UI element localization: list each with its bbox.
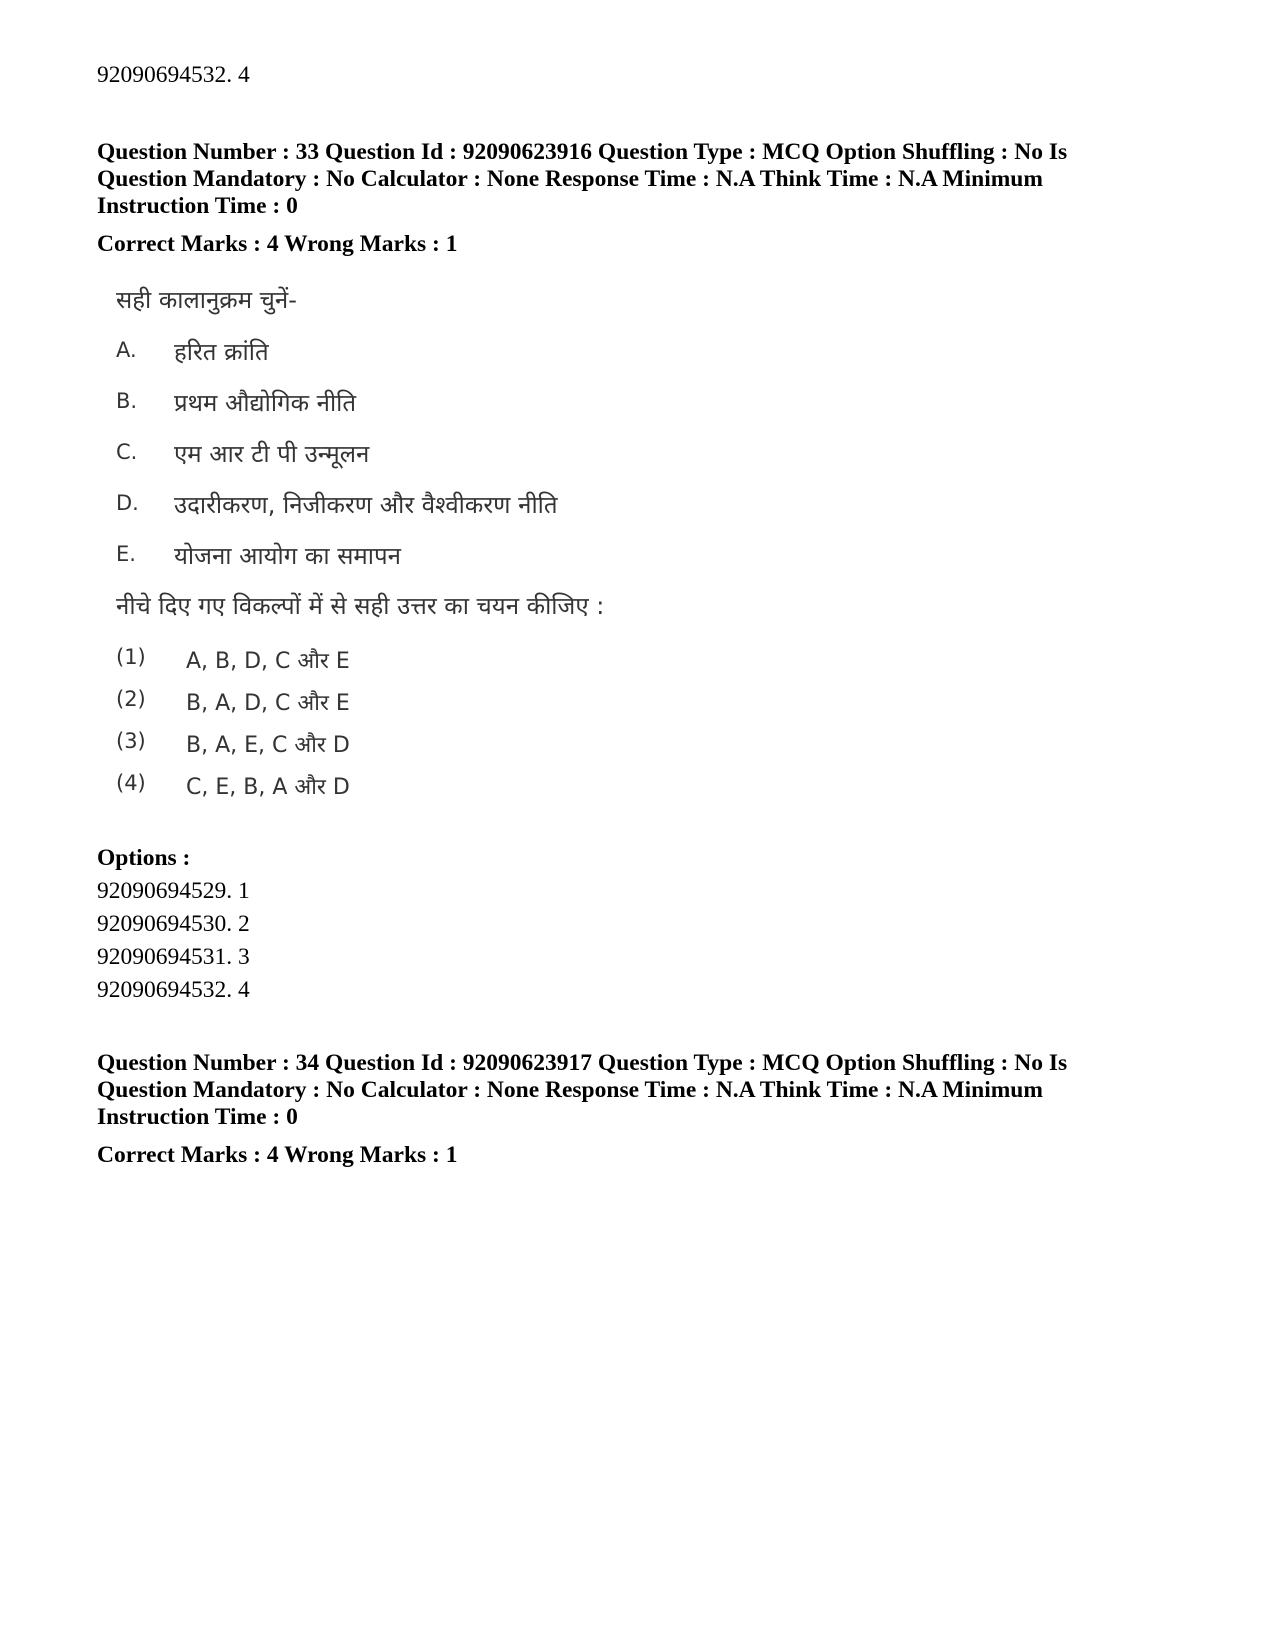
statement-letter: E. <box>116 542 136 566</box>
question-33-content <box>108 283 668 843</box>
question-33-header-line-1: Question Number : 33 Question Id : 92090623916 Question Type : MCQ Option Shuffling : No Is <box>97 139 1068 165</box>
statement-text: प्रथम औद्योगिक नीति <box>174 389 357 417</box>
statement-text: योजना आयोग का समापन <box>174 542 401 570</box>
choice-number: (3) <box>116 729 146 753</box>
question-34-header-line-1: Question Number : 34 Question Id : 92090623917 Question Type : MCQ Option Shuffling : No Is <box>97 1050 1068 1076</box>
statement-text: उदारीकरण, निजीकरण और वैश्वीकरण नीति <box>174 491 558 519</box>
question-34-header <box>97 1050 1187 1131</box>
statement-letter: C. <box>116 440 138 464</box>
question-33-header <box>97 139 1187 220</box>
choice-text: C, E, B, A और D <box>186 775 350 800</box>
question-33-header-line-2: Question Mandatory : No Calculator : None Response Time : N.A Think Time : N.A Minimum <box>97 166 1043 192</box>
answer-instruction: नीचे दिए गए विकल्पों में से सही उत्तर का चयन कीजिए : <box>116 592 605 620</box>
option-2: 92090694530. 2 <box>97 911 250 937</box>
options-label: Options : <box>97 845 191 871</box>
choice-number: (2) <box>116 687 146 711</box>
statement-letter: A. <box>116 338 137 362</box>
question-34-marks: Correct Marks : 4 Wrong Marks : 1 <box>97 1142 458 1168</box>
statement-letter: D. <box>116 491 139 515</box>
statement-letter: B. <box>116 389 138 413</box>
option-3: 92090694531. 3 <box>97 944 250 970</box>
choice-text: B, A, D, C और E <box>186 691 350 716</box>
question-33-marks: Correct Marks : 4 Wrong Marks : 1 <box>97 231 458 257</box>
previous-answer-option: 92090694532. 4 <box>97 62 250 88</box>
question-34-header-line-2: Question Mandatory : No Calculator : None Response Time : N.A Think Time : N.A Minimum <box>97 1077 1043 1103</box>
question-34-header-line-3: Instruction Time : 0 <box>97 1104 298 1130</box>
statement-text: एम आर टी पी उन्मूलन <box>174 440 370 468</box>
statement-text: हरित क्रांति <box>174 338 269 366</box>
choice-text: A, B, D, C और E <box>186 649 350 674</box>
question-stem: सही कालानुक्रम चुनें- <box>116 286 297 314</box>
option-4: 92090694532. 4 <box>97 977 250 1003</box>
choice-number: (4) <box>116 771 146 795</box>
option-1: 92090694529. 1 <box>97 878 250 904</box>
question-33-header-line-3: Instruction Time : 0 <box>97 193 298 219</box>
choice-number: (1) <box>116 645 146 669</box>
choice-text: B, A, E, C और D <box>186 733 350 758</box>
